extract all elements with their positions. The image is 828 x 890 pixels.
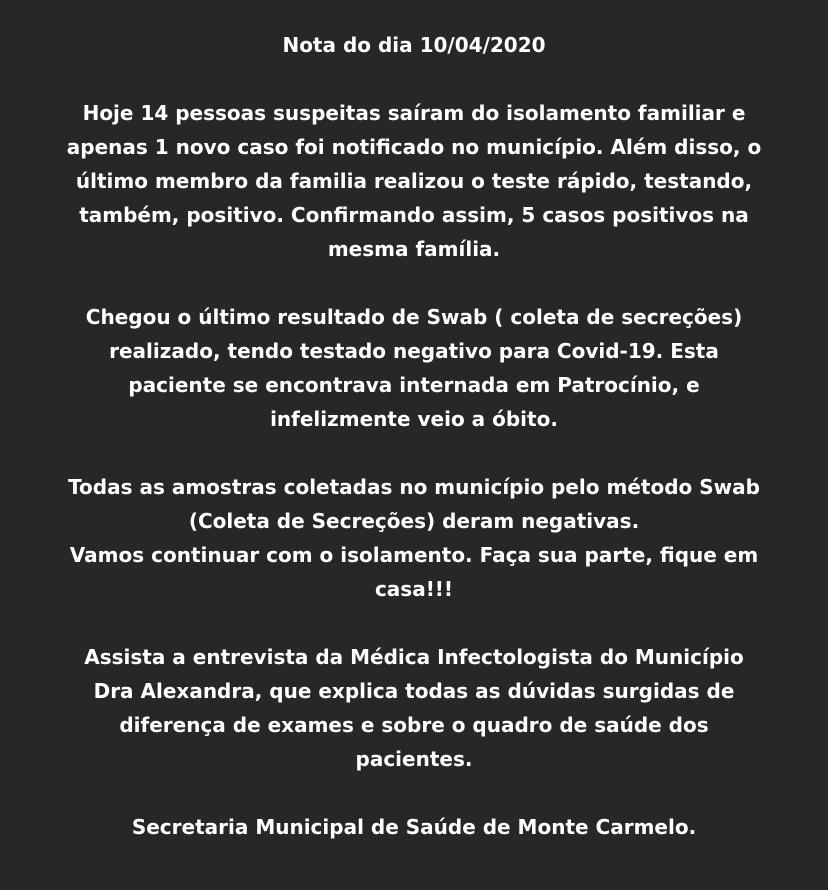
paragraph-line: Hoje 14 pessoas suspeitas saíram do isolamento familiar e: [82, 101, 746, 125]
paragraph-line: Todas as amostras coletadas no município pelo método Swab: [68, 475, 760, 499]
paragraph-line: também, positivo. Confirmando assim, 5 casos positivos na: [79, 203, 749, 227]
paragraph-line: Dra Alexandra, que explica todas as dúvidas surgidas de: [93, 679, 735, 703]
paragraph-line: Assista a entrevista da Médica Infectologista do Município: [84, 645, 744, 669]
note-title: Nota do dia 10/04/2020: [282, 33, 546, 57]
note-text-block: [0, 28, 828, 844]
paragraph-line: (Coleta de Secreções) deram negativas.: [188, 509, 640, 533]
paragraph-line: infelizmente veio a óbito.: [270, 407, 558, 431]
paragraph-line: último membro da familia realizou o teste rápido, testando,: [75, 169, 753, 193]
paragraph-isolation-update: [0, 96, 828, 266]
paragraph-line: mesma família.: [327, 237, 501, 261]
paragraph-swab-result: [0, 300, 828, 436]
paragraph-spacer: [0, 62, 828, 96]
paragraph-line: Vamos continuar com o isolamento. Faça sua parte, fique em: [69, 543, 759, 567]
paragraph-interview: [0, 640, 828, 776]
note-signature: Secretaria Municipal de Saúde de Monte Carmelo.: [131, 815, 697, 839]
paragraph-spacer: [0, 606, 828, 640]
paragraph-line: Chegou o último resultado de Swab ( coleta de secreções): [85, 305, 743, 329]
paragraph-spacer: [0, 266, 828, 300]
paragraph-line: casa!!!: [374, 577, 454, 601]
paragraph-samples-negative: [0, 470, 828, 606]
paragraph-spacer: [0, 436, 828, 470]
paragraph-line: pacientes.: [355, 747, 473, 771]
paragraph-spacer: [0, 776, 828, 810]
paragraph-line: paciente se encontrava internada em Patrocínio, e: [128, 373, 700, 397]
paragraph-line: diferença de exames e sobre o quadro de saúde dos: [119, 713, 709, 737]
paragraph-line: realizado, tendo testado negativo para Covid-19. Esta: [109, 339, 719, 363]
paragraph-line: apenas 1 novo caso foi notificado no município. Além disso, o: [66, 135, 762, 159]
